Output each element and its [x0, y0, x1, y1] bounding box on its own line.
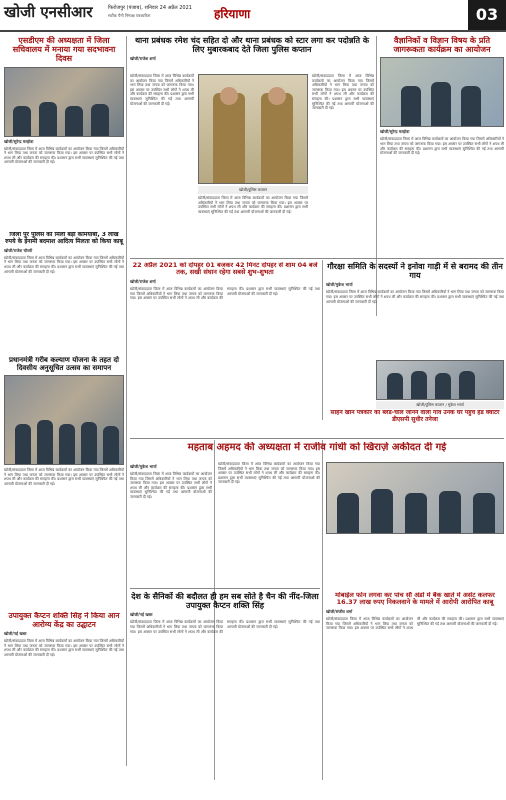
- story-police-catch: [4, 232, 124, 352]
- edition-line: [108, 4, 192, 20]
- masthead: [0, 0, 506, 32]
- story-headline: प्रधानमंत्री गरीब कल्याण योजना के तहत दो दिवसीय अनुसूचित उत्सव का समापन: [9, 356, 119, 373]
- story-headline: थाना प्रबंधक रमेश चंद सहित दो और थाना प्रबंधक को स्टार लगा कर पदोन्नति के लिए मुबारकबाद देते जिला पुलिस कप्तान: [135, 36, 369, 55]
- story-byline: खोजी/सुरेन्द्र मल्होत्रा: [380, 129, 410, 135]
- story-pm-scheme: [4, 356, 124, 606]
- story-body-right: खोजी/संवाददाता जिला में आज विभिन्न कार्यक्रमों का आयोजन किया गया जिसमें अधिकारियों ने भाग लिया तथा जनता को जागरूक किया गया। इस अवसर पर उपस्थित सभी लोगों ने शपथ ली और कार्यक्रम की सराहना की। प्रशासन द्वारा सभी व्यवस्थाएं सुनिश्चित की गईं तथा आगामी योजनाओं की जानकारी दी गई।: [312, 74, 374, 111]
- column-rule: [322, 440, 323, 780]
- photo-event: [4, 375, 124, 465]
- photo-caption: खोजी/पुलिस कप्तान: [198, 186, 308, 194]
- newspaper-brand: खोजी एनसीआर: [4, 3, 93, 21]
- story-body: खोजी/संवाददाता जिला में आज विभिन्न कार्यक्रमों का आयोजन किया गया जिसमें अधिकारियों ने भाग लिया तथा जनता को जागरूक किया गया। इस अवसर पर उपस्थित सभी लोगों ने शपथ ली और कार्यक्रम की सराहना की। प्रशासन द्वारा सभी व्यवस्थाएं सुनिश्चित की गईं तथा आगामी योजनाओं की जानकारी दी गई।: [380, 137, 504, 156]
- divider: [130, 438, 504, 439]
- story-byline: खोजी/मुकेश भार्या: [326, 282, 353, 288]
- story-byline: खोजी/सुरेन्द्र मल्होत्रा: [4, 138, 34, 144]
- story-headline: देश के सैनिकों की बदौलत ही हम सब सोते है चैन की नींद-जिला उपायुक्त कैप्टन शक्ति सिंह: [131, 592, 319, 611]
- section-title: हरियाणा: [214, 7, 251, 21]
- story-body: खोजी/संवाददाता जिला में आज विभिन्न कार्यक्रमों का आयोजन किया गया जिसमें अधिकारियों ने भाग लिया तथा जनता को जागरूक किया गया। इस अवसर पर उपस्थित सभी लोगों ने शपथ ली और कार्यक्रम की सराहना की। प्रशासन द्वारा सभी व्यवस्थाएं सुनिश्चित की गईं तथा आगामी योजनाओं की जानकारी दी गई।: [4, 255, 124, 274]
- photo-police-officers: [198, 74, 308, 184]
- story-byline: खोजी/राजेश चौधरी: [4, 247, 33, 253]
- story-headline: 22 अप्रैल 2021 को दोपहर 01 बजकर 42 मिनट दोपहर से शाम 04 बजे तक, सखी संघान रहेगा सबसे शुभ-शुभता: [132, 262, 318, 277]
- story-body: खोजी/संवाददाता जिला में आज विभिन्न कार्यक्रमों का आयोजन किया गया जिसमें अधिकारियों ने भाग लिया तथा जनता को जागरूक किया गया। इस अवसर पर उपस्थित सभी लोगों ने शपथ ली और कार्यक्रम की सराहना की। प्रशासन द्वारा सभी व्यवस्थाएं सुनिश्चित की गईं तथा आगामी योजनाओं की जानकारी दी गई।: [326, 290, 504, 304]
- story-byline: खोजी/संजीव शर्मा: [326, 608, 353, 614]
- story-sahan: [326, 410, 504, 436]
- column-rule: [322, 260, 323, 420]
- story-mahtab-headline: [130, 442, 504, 460]
- story-gaurakshak: [326, 262, 504, 356]
- story-april22: [130, 262, 320, 432]
- tagline: सटीक पैनी निष्पक्ष पत्रकारिता: [108, 13, 151, 18]
- photo-caption: खोजी/पुलिस कप्तान / मुकेश भार्या: [376, 401, 504, 409]
- story-body: खोजी/संवाददाता जिला में आज विभिन्न कार्यक्रमों का आयोजन किया गया जिसमें अधिकारियों ने भाग लिया तथा जनता को जागरूक किया गया। इस अवसर पर उपस्थित सभी लोगों ने शपथ ली और कार्यक्रम की सराहना की। प्रशासन द्वारा सभी व्यवस्थाएं सुनिश्चित की गईं तथा आगामी योजनाओं की जानकारी दी गई।: [326, 616, 504, 631]
- story-udyog: [4, 612, 124, 782]
- story-body-bottom: खोजी/संवाददाता जिला में आज विभिन्न कार्यक्रमों का आयोजन किया गया जिसमें अधिकारियों ने भाग लिया तथा जनता को जागरूक किया गया। इस अवसर पर उपस्थित सभी लोगों ने शपथ ली और कार्यक्रम की सराहना की। प्रशासन द्वारा सभी व्यवस्थाएं सुनिश्चित की गईं तथा आगामी योजनाओं की जानकारी दी गई।: [198, 196, 308, 214]
- story-headline: उपायुक्त कैप्टन शक्ति सिंह ने किया आन आरोग्य केंद्र का उद्घाटन: [8, 612, 120, 629]
- story-byline: खोजी/नई खबर: [130, 612, 153, 618]
- story-byline: खोजी/नई खबर: [4, 631, 27, 637]
- story-body: खोजी/संवाददाता जिला में आज विभिन्न कार्यक्रमों का आयोजन किया गया जिसमें अधिकारियों ने भाग लिया तथा जनता को जागरूक किया गया। इस अवसर पर उपस्थित सभी लोगों ने शपथ ली और कार्यक्रम की सराहना की। प्रशासन द्वारा सभी व्यवस्थाएं सुनिश्चित की गईं तथा आगामी योजनाओं की जानकारी दी गई।: [4, 639, 124, 658]
- story-headline: वैज्ञानिकों व विज्ञान विषय के प्रति जागरूकता कार्यक्रम का आयोजन: [393, 36, 491, 55]
- story-mahtab: [130, 462, 212, 582]
- story-vigyan: [380, 36, 504, 256]
- story-sainikon: [130, 592, 320, 782]
- photo-tribute-meeting: [326, 462, 504, 534]
- story-byline: खोजी/मुकेश भार्या: [130, 464, 157, 469]
- page-number: 03: [468, 0, 506, 30]
- story-body: खोजी/संवाददाता जिला में आज विभिन्न कार्यक्रमों का आयोजन किया गया जिसमें अधिकारियों ने भाग लिया तथा जनता को जागरूक किया गया। इस अवसर पर उपस्थित सभी लोगों ने शपथ ली और कार्यक्रम की सराहना की। प्रशासन द्वारा सभी व्यवस्थाएं सुनिश्चित की गईं तथा आगामी योजनाओं की जानकारी दी गई।: [4, 468, 124, 486]
- story-body: खोजी/संवाददाता जिला में आज विभिन्न कार्यक्रमों का आयोजन किया गया जिसमें अधिकारियों ने भाग लिया तथा जनता को जागरूक किया गया। इस अवसर पर उपस्थित सभी लोगों ने शपथ ली और कार्यक्रम की सराहना की। प्रशासन द्वारा सभी व्यवस्थाएं सुनिश्चित की गईं तथा आगामी योजनाओं की जानकारी दी गई।: [130, 620, 320, 634]
- divider: [130, 258, 504, 259]
- edition-date: फिरोजपुर (पंजाब), शनिवार 24 अप्रैल 2021: [108, 5, 192, 11]
- story-headline: साहन खान पत्रकार का ब्लड-चाल जानने वाला गांव उनके घर पहुंचे हैड क्वार्टर डीएसपी सुधीर तनेजा: [330, 410, 500, 423]
- story-headline: महताब अहमद की अध्यक्षता में राजीव गांधी को खिराज़े अकीदत दी गई: [187, 442, 447, 453]
- story-body: खोजी/संवाददाता जिला में आज विभिन्न कार्यक्रमों का आयोजन किया गया जिसमें अधिकारियों ने भाग लिया तथा जनता को जागरूक किया गया। इस अवसर पर उपस्थित सभी लोगों ने शपथ ली और कार्यक्रम की सराहना की। प्रशासन द्वारा सभी व्यवस्थाएं सुनिश्चित की गईं तथा आगामी योजनाओं की जानकारी दी गई।: [4, 146, 124, 165]
- photo-meeting: [4, 67, 124, 137]
- story-byline: खोजी/राजेश शर्मा: [130, 278, 156, 284]
- story-body-left: खोजी/संवाददाता जिला में आज विभिन्न कार्यक्रमों का आयोजन किया गया जिसमें अधिकारियों ने भाग लिया तथा जनता को जागरूक किया गया। इस अवसर पर उपस्थित सभी लोगों ने शपथ ली और कार्यक्रम की सराहना की। प्रशासन द्वारा सभी व्यवस्थाएं सुनिश्चित की गईं तथा आगामी योजनाओं की जानकारी दी गई।: [130, 74, 194, 106]
- story-headline: गौरक्षा समिति के सदस्यों ने इनोवा गाड़ी में से बरामद की तीन गाय: [327, 262, 503, 281]
- story-headline: जिला पुर पुलिस को मिली बड़ी कामयाबी, 3 लाख रुपये के ईनामी बदमाश आदित्य मिलता को किया काबू: [5, 232, 123, 245]
- divider: [130, 588, 320, 589]
- story-body: खोजी/संवाददाता जिला में आज विभिन्न कार्यक्रमों का आयोजन किया गया जिसमें अधिकारियों ने भाग लिया तथा जनता को जागरूक किया गया। इस अवसर पर उपस्थित सभी लोगों ने शपथ ली और कार्यक्रम की सराहना की। प्रशासन द्वारा सभी व्यवस्थाएं सुनिश्चित की गईं तथा आगामी योजनाओं की जानकारी दी गई।: [218, 462, 320, 485]
- story-thana: [130, 36, 374, 256]
- story-body: खोजी/संवाददाता जिला में आज विभिन्न कार्यक्रमों का आयोजन किया गया जिसमें अधिकारियों ने भाग लिया तथा जनता को जागरूक किया गया। इस अवसर पर उपस्थित सभी लोगों ने शपथ ली और कार्यक्रम की सराहना की। प्रशासन द्वारा सभी व्यवस्थाएं सुनिश्चित की गईं तथा आगामी योजनाओं की जानकारी दी गई।: [130, 472, 212, 499]
- story-byline: खोजी/राजेश शर्मा: [130, 56, 156, 62]
- photo-science-event: [380, 57, 504, 127]
- story-sachivalaya: [4, 36, 124, 226]
- photo-cows-rescue: [376, 360, 504, 400]
- column-rule: [126, 36, 127, 766]
- story-body: खोजी/संवाददाता जिला में आज विभिन्न कार्यक्रमों का आयोजन किया गया जिसमें अधिकारियों ने भाग लिया तथा जनता को जागरूक किया गया। इस अवसर पर उपस्थित सभी लोगों ने शपथ ली और कार्यक्रम की सराहना की। प्रशासन द्वारा सभी व्यवस्थाएं सुनिश्चित की गईं तथा आगामी योजनाओं की जानकारी दी गई।: [130, 286, 320, 301]
- story-mahtab-col2: [218, 462, 320, 582]
- story-headline: मोबाईल फोन लगवा कर पांच सौ अंडों में बैंक खाते में असेट कलफर 16.37 लाख रुपए निकलवाने के मामले में आरोपी आरोपित काबू: [335, 592, 495, 607]
- story-mobile-fraud: [326, 592, 504, 782]
- story-headline: एसडीएम की अध्यक्षता में जिला सचिवालय में मनाया गया सदभावना दिवस: [12, 36, 116, 64]
